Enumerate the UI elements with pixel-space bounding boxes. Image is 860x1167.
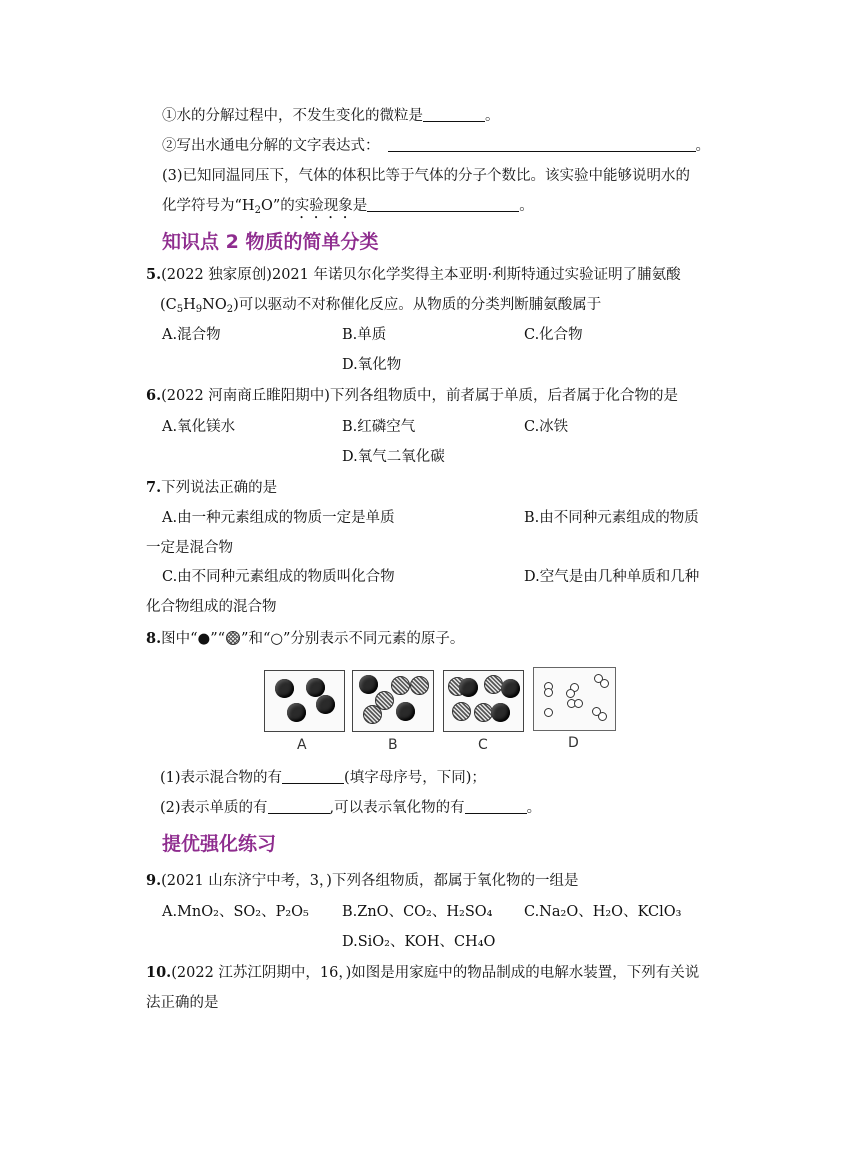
section-heading: 提优强化练习 <box>162 833 277 855</box>
question-9: 9.(2021 山东济宁中考，3，)下列各组物质，都属于氧化物的一组是 <box>146 872 579 889</box>
option-c[interactable]: C.Na₂O、H₂O、KClO₃ <box>524 904 682 920</box>
answer-blank[interactable] <box>268 799 330 814</box>
text-line: (3)已知同温同压下，气体的体积比等于气体的分子个数比。该实验中能够说明水的 <box>162 168 691 184</box>
option-c[interactable]: C.冰铁 <box>524 419 569 435</box>
answer-blank[interactable] <box>465 799 527 814</box>
figure-box-c <box>443 670 524 732</box>
option-a[interactable]: A.由一种元素组成的物质一定是单质 <box>162 510 395 526</box>
option-d[interactable]: D.氧化物 <box>342 357 402 373</box>
option-a[interactable]: A.MnO₂、SO₂、P₂O₅ <box>162 904 309 920</box>
question-10-cont: 法正确的是 <box>146 995 219 1011</box>
option-b[interactable]: B.由不同种元素组成的物质 <box>524 510 699 526</box>
question-10: 10.(2022 江苏江阴期中，16，)如图是用家庭中的物品制成的电解水装置，下列有关说 <box>146 964 700 981</box>
figure-box-b <box>352 670 434 732</box>
answer-blank[interactable] <box>282 769 344 784</box>
option-d[interactable]: D.SiO₂、KOH、CH₄O <box>342 934 496 950</box>
figure-label-a: A <box>297 737 307 753</box>
option-b[interactable]: B.ZnO、CO₂、H₂SO₄ <box>342 904 493 920</box>
option-d[interactable]: D.空气是由几种单质和几种 <box>524 569 700 585</box>
text-line: ①水的分解过程中，不发生变化的微粒是 。 <box>162 108 500 124</box>
question-8-part1: (1)表示混合物的有 (填字母序号，下同)； <box>160 770 486 786</box>
option-b[interactable]: B.红磷空气 <box>342 419 416 435</box>
option-c[interactable]: C.由不同种元素组成的物质叫化合物 <box>162 569 395 585</box>
figure-box-d <box>533 667 616 731</box>
question-7: 7.下列说法正确的是 <box>146 479 278 496</box>
section-heading: 知识点 2 物质的简单分类 <box>162 231 379 253</box>
option-c[interactable]: C.化合物 <box>524 327 583 343</box>
figure-label-c: C <box>478 737 488 753</box>
question-5: 5.(2022 独家原创)2021 年诺贝尔化学奖得主本亚明·利斯特通过实验证明了脯氨酸 <box>146 266 681 283</box>
answer-blank[interactable] <box>423 107 485 122</box>
option-b[interactable]: B.单质 <box>342 327 387 343</box>
option-a[interactable]: A.氧化镁水 <box>162 419 236 435</box>
option-d-cont: 化合物组成的混合物 <box>146 599 277 615</box>
question-8: 8.图中“●”“ ”和“○”分别表示不同元素的原子。 <box>146 630 465 647</box>
answer-blank[interactable] <box>367 197 519 212</box>
figure-label-d: D <box>568 735 579 751</box>
hatched-atom-icon <box>225 631 241 645</box>
figure-box-a <box>264 670 345 732</box>
figure-label-b: B <box>388 737 398 753</box>
text-line: ②写出水通电分解的文字表达式： 。 <box>162 138 710 154</box>
question-8-part2: (2)表示单质的有 ,可以表示氧化物的有 。 <box>160 800 542 816</box>
question-5-formula: $(C_5H_9NO_2)$可以驱动不对称催化反应。从物质的分类判断脯氨酸属于 <box>160 297 602 315</box>
option-d[interactable]: D.氧气二氧化碳 <box>342 449 445 465</box>
option-b-cont: 一定是混合物 <box>146 540 233 556</box>
answer-blank[interactable] <box>388 137 696 152</box>
option-a[interactable]: A.混合物 <box>162 327 221 343</box>
text-line: 化学符号为“$H_2O$”的实验现象是 。 <box>162 198 534 216</box>
question-6: 6.(2022 河南商丘睢阳期中)下列各组物质中，前者属于单质，后者属于化合物的是 <box>146 387 678 404</box>
